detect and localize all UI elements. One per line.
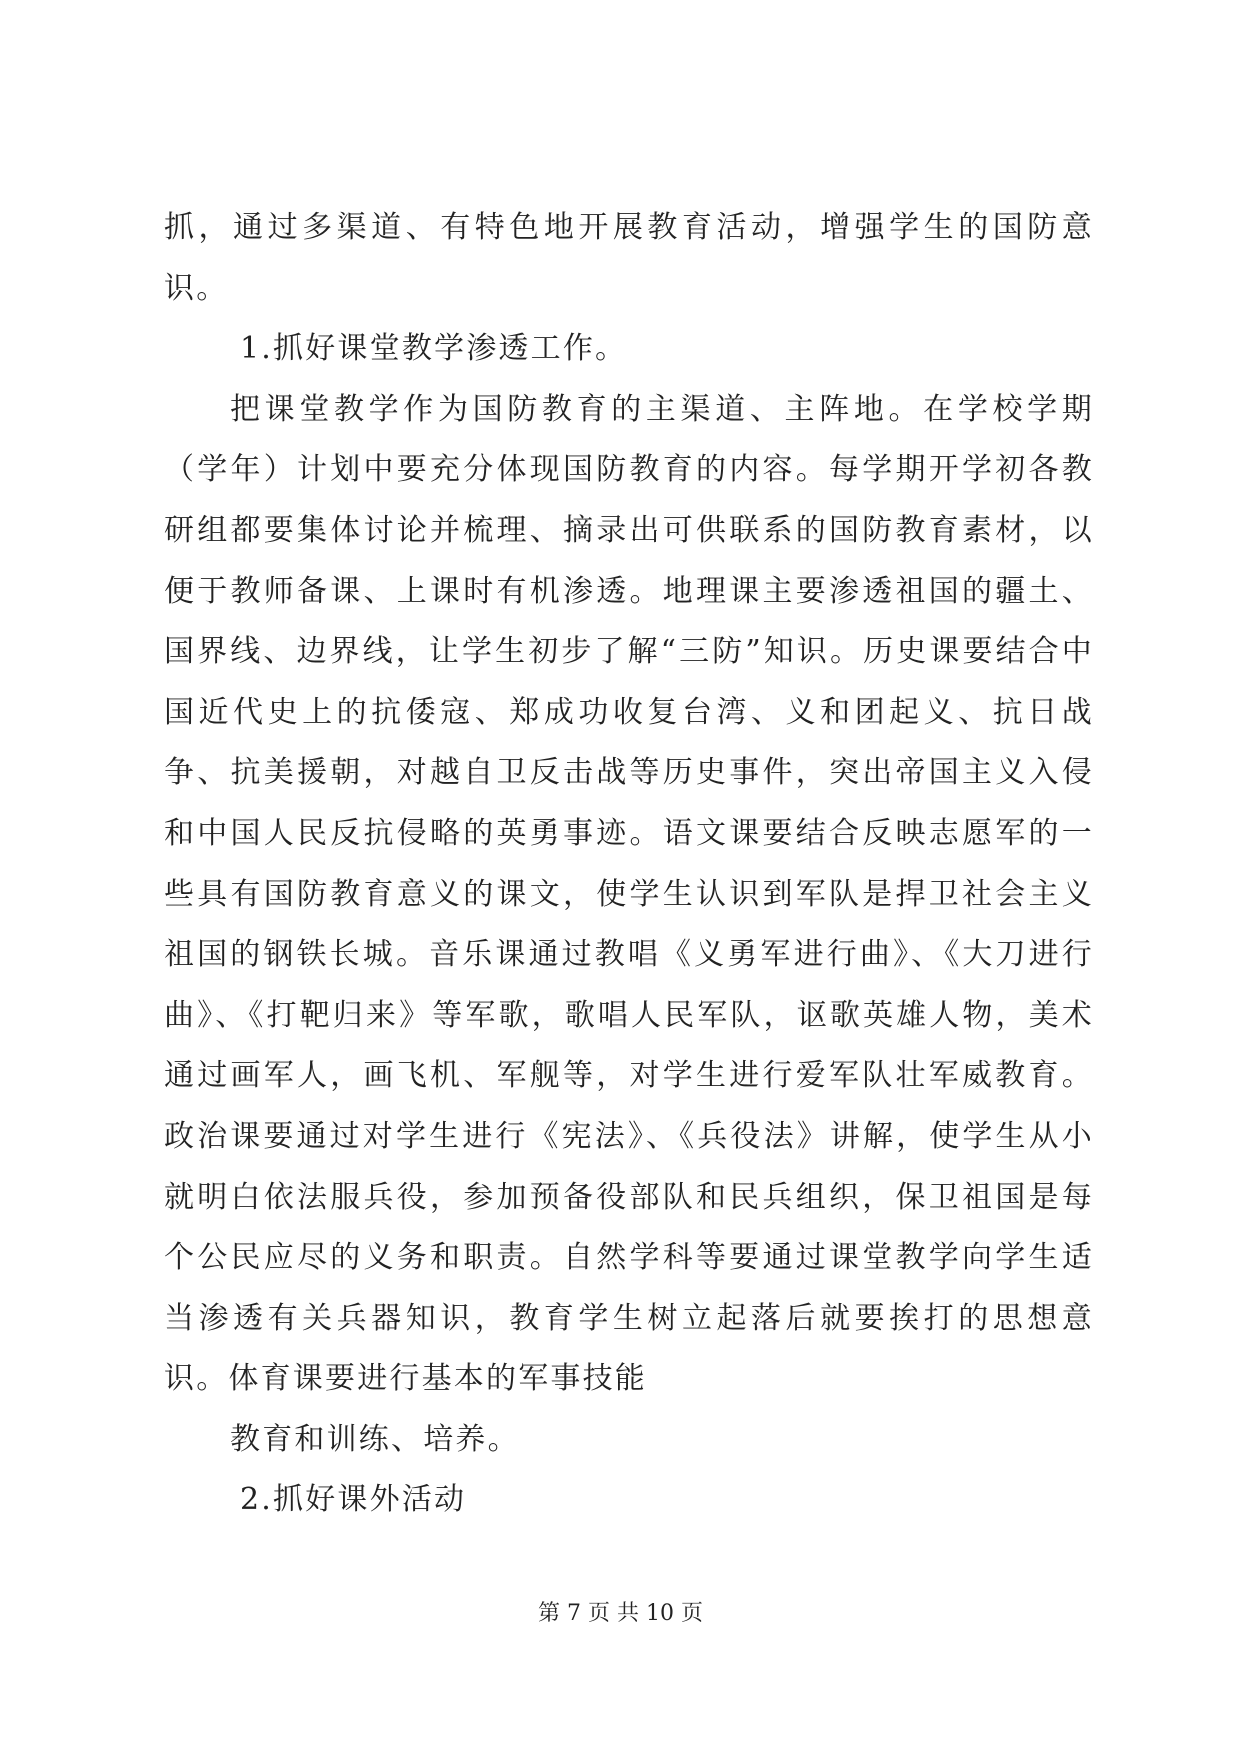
page-number-footer: 第 7 页 共 10 页: [538, 1601, 703, 1626]
heading-classroom-teaching: 1.抓好课堂教学渗透工作。: [240, 331, 628, 367]
heading-extracurricular: 2.抓好课外活动: [240, 1482, 467, 1518]
paragraph-continuation: 抓，通过多渠道、有特色地开展教育活动，增强学生的国防意识。: [164, 210, 1094, 306]
paragraph-classroom-teaching: 把课堂教学作为国防教育的主渠道、主阵地。在学校学期（学年）计划中要充分体现国防教育的内容。每学期开学初各教研组都要集体讨论并梳理、摘录出可供联系的国防教育素材，以便于教师备课、上课时有机渗透。地理课主要渗透祖国的疆土、国界线、边界线，让学生初步了解“三防”知识。历史课要结合中国近代史上的抗倭寇、郑成功收复台湾、义和团起义、抗日战争、抗美援朝，对越自卫反击战等历史事件，突出帝国主义入侵和中国人民反抗侵略的英勇事迹。语文课要结合反映志愿军的一些具有国防教育意义的课文，使学生认识到军队是捍卫社会主义祖国的钢铁长城。音乐课通过教唱《义勇军进行曲》、《大刀进行曲》、《打靶归来》等军歌，歌唱人民军队，讴歌英雄人物，美术通过画军人，画飞机、军舰等，对学生进行爱军队壮军威教育。政治课要通过对学生进行《宪法》、《兵役法》讲解，使学生从小就明白依法服兵役，参加预备役部队和民兵组织，保卫祖国是每个公民应尽的义务和职责。自然学科等要通过课堂教学向学生适当渗透有关兵器知识，教育学生树立起落后就要挨打的思想意识。体育课要进行基本的军事技能: [164, 391, 1094, 1397]
document-body: [164, 198, 1094, 1531]
paragraph-training: 教育和训练、培养。: [230, 1421, 520, 1457]
